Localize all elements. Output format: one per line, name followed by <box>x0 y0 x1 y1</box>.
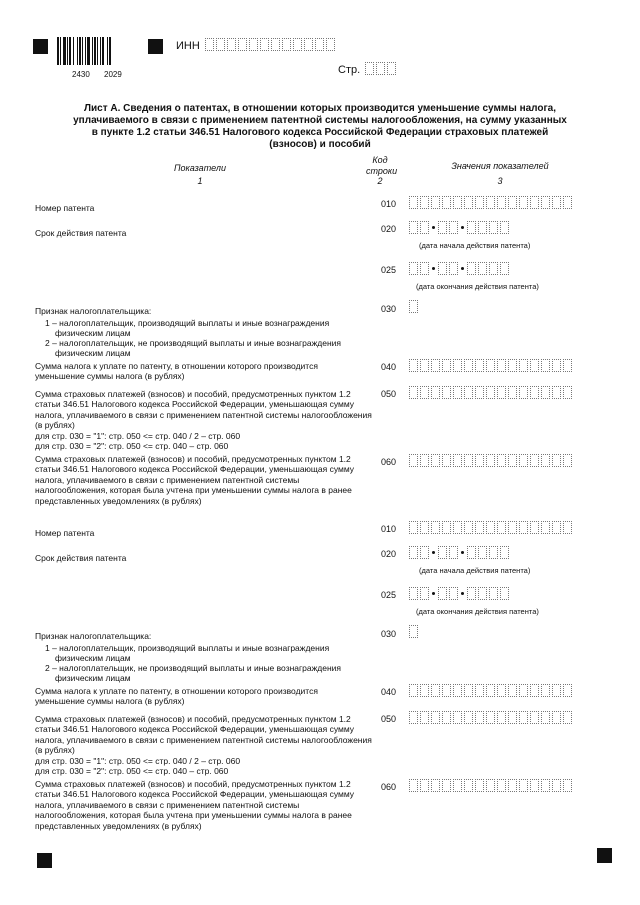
input-cell[interactable] <box>486 454 495 467</box>
insurance-rule-2: для стр. 030 = "2": стр. 050 <= стр. 040 – стр. 060 <box>35 441 229 451</box>
end-date-code: 025 <box>381 265 397 275</box>
input-cell[interactable] <box>431 779 440 792</box>
input-cell[interactable] <box>442 779 451 792</box>
insurance-amount-code: 050 <box>381 714 397 724</box>
start-date-caption: (дата начала действия патента) <box>419 566 531 575</box>
column-number-1: 1 <box>197 176 203 186</box>
sheet-title: Лист А. Сведения о патентах, в отношении которых производится уменьшение суммы налога, уплачиваемого в связи с применением патентной системы налогообложения, на сумму указанных в пункте 1.2 статьи 346.51 Налогового кодекса Российской Федерации страховых платежей (взносов) и пособий <box>73 103 567 150</box>
start-date-code: 020 <box>381 549 397 559</box>
input-cell[interactable] <box>409 196 418 209</box>
input-cell[interactable] <box>431 684 440 697</box>
input-cell[interactable] <box>449 221 458 234</box>
input-cell[interactable] <box>519 386 528 399</box>
input-cell[interactable] <box>541 386 550 399</box>
input-cell[interactable] <box>497 684 506 697</box>
previous-insurance-field[interactable] <box>409 454 572 467</box>
taxpayer-sign-label: Признак налогоплательщика: <box>35 631 152 641</box>
input-cell[interactable] <box>449 587 458 600</box>
input-cell[interactable] <box>497 359 506 372</box>
taxpayer-sign-field[interactable] <box>409 300 418 313</box>
input-cell[interactable] <box>519 684 528 697</box>
input-cell[interactable] <box>453 711 462 724</box>
insurance-amount-code: 050 <box>381 389 397 399</box>
input-cell[interactable] <box>563 359 572 372</box>
start-date-code: 020 <box>381 224 397 234</box>
input-cell[interactable] <box>508 521 517 534</box>
date-separator-dot <box>461 551 464 554</box>
input-cell[interactable] <box>563 779 572 792</box>
date-separator-dot <box>461 592 464 595</box>
previous-insurance-code: 060 <box>381 457 397 467</box>
input-cell[interactable] <box>260 38 269 51</box>
input-cell[interactable] <box>453 386 462 399</box>
input-cell[interactable] <box>304 38 313 51</box>
input-cell[interactable] <box>475 359 484 372</box>
input-cell[interactable] <box>475 711 484 724</box>
input-cell[interactable] <box>508 711 517 724</box>
input-cell[interactable] <box>563 386 572 399</box>
taxpayer-sign-option-2: 2 – налогоплательщик, не производящий выплаты и иные вознаграждения физическим лицам <box>45 663 341 684</box>
input-cell[interactable] <box>552 711 561 724</box>
input-cell[interactable] <box>464 359 473 372</box>
insurance-rule-1: для стр. 030 = "1": стр. 050 <= стр. 040 / 2 – стр. 060 <box>35 431 241 441</box>
input-cell[interactable] <box>497 711 506 724</box>
input-cell[interactable] <box>438 587 447 600</box>
input-cell[interactable] <box>420 711 429 724</box>
patent-number-code: 010 <box>381 199 397 209</box>
input-cell[interactable] <box>409 221 418 234</box>
input-cell[interactable] <box>238 38 247 51</box>
patent-number-code: 010 <box>381 524 397 534</box>
input-cell[interactable] <box>431 386 440 399</box>
column-number-3: 3 <box>497 176 503 186</box>
input-cell[interactable] <box>552 521 561 534</box>
input-cell[interactable] <box>541 454 550 467</box>
input-cell[interactable] <box>409 300 418 313</box>
validity-label: Срок действия патента <box>35 553 127 563</box>
input-cell[interactable] <box>486 386 495 399</box>
input-cell[interactable] <box>442 359 451 372</box>
input-cell[interactable] <box>205 38 214 51</box>
column-header-code: Код строки <box>366 155 398 176</box>
taxpayer-sign-option-2: 2 – налогоплательщик, не производящий выплаты и иные вознаграждения физическим лицам <box>45 338 341 359</box>
input-cell[interactable] <box>464 711 473 724</box>
input-cell[interactable] <box>438 262 447 275</box>
input-cell[interactable] <box>387 62 396 75</box>
barcode-number-left: 2430 <box>72 70 90 79</box>
input-cell[interactable] <box>467 546 476 559</box>
input-cell[interactable] <box>420 386 429 399</box>
taxpayer-sign-option-1: 1 – налогоплательщик, производящий выплаты и иные вознаграждения физическим лицам <box>45 318 330 339</box>
input-cell[interactable] <box>552 196 561 209</box>
input-cell[interactable] <box>519 521 528 534</box>
tax-amount-label: Сумма налога к уплате по патенту, в отношении которого производится уменьшение суммы налога (в рублях) <box>35 361 318 382</box>
input-cell[interactable] <box>508 779 517 792</box>
input-cell[interactable] <box>467 221 476 234</box>
insurance-rule-1: для стр. 030 = "1": стр. 050 <= стр. 040 / 2 – стр. 060 <box>35 756 241 766</box>
previous-insurance-label: Сумма страховых платежей (взносов) и пособий, предусмотренных пунктом 1.2 статьи 346.51 Налогового кодекса Российской Федерации, уменьшающая сумму налога, уплачиваемого в связи с применением патентной системы налогообложения, которая была учтена при уменьшении суммы налога в ранее представленных уведомлениях (в рублях) <box>35 779 355 831</box>
barcode-number-right: 2029 <box>104 70 122 79</box>
insurance-amount-label: Сумма страховых платежей (взносов) и пособий, предусмотренных пунктом 1.2 статьи 346.51 Налогового кодекса Российской Федерации, уменьшающая сумму налога, уплачиваемого в связи с применением патентной системы налогообложения (в рублях) <box>35 714 372 756</box>
input-cell[interactable] <box>486 359 495 372</box>
input-cell[interactable] <box>497 386 506 399</box>
input-cell[interactable] <box>464 454 473 467</box>
input-cell[interactable] <box>420 546 429 559</box>
input-cell[interactable] <box>420 262 429 275</box>
input-cell[interactable] <box>489 587 498 600</box>
registration-marker-bottom-right <box>597 848 612 863</box>
input-cell[interactable] <box>552 779 561 792</box>
input-cell[interactable] <box>541 711 550 724</box>
input-cell[interactable] <box>519 779 528 792</box>
input-cell[interactable] <box>420 521 429 534</box>
input-cell[interactable] <box>541 359 550 372</box>
input-cell[interactable] <box>227 38 236 51</box>
taxpayer-sign-code: 030 <box>381 629 397 639</box>
input-cell[interactable] <box>489 546 498 559</box>
input-cell[interactable] <box>530 521 539 534</box>
tax-amount-code: 040 <box>381 687 397 697</box>
input-cell[interactable] <box>453 684 462 697</box>
input-cell[interactable] <box>530 196 539 209</box>
previous-insurance-field[interactable] <box>409 779 572 792</box>
input-cell[interactable] <box>486 711 495 724</box>
insurance-rule-2: для стр. 030 = "2": стр. 050 <= стр. 040 – стр. 060 <box>35 766 229 776</box>
end-date-field[interactable] <box>409 262 509 275</box>
insurance-amount-field[interactable] <box>409 711 572 724</box>
input-cell[interactable] <box>508 386 517 399</box>
input-cell[interactable] <box>486 684 495 697</box>
input-cell[interactable] <box>409 359 418 372</box>
input-cell[interactable] <box>464 196 473 209</box>
input-cell[interactable] <box>530 779 539 792</box>
taxpayer-sign-code: 030 <box>381 304 397 314</box>
taxpayer-sign-option-1: 1 – налогоплательщик, производящий выплаты и иные вознаграждения физическим лицам <box>45 643 330 664</box>
input-cell[interactable] <box>519 359 528 372</box>
input-cell[interactable] <box>409 625 418 638</box>
input-cell[interactable] <box>530 711 539 724</box>
registration-marker-bottom-left <box>37 853 52 868</box>
input-cell[interactable] <box>420 359 429 372</box>
end-date-caption: (дата окончания действия патента) <box>416 607 539 616</box>
input-cell[interactable] <box>563 196 572 209</box>
input-cell[interactable] <box>478 587 487 600</box>
previous-insurance-label: Сумма страховых платежей (взносов) и пособий, предусмотренных пунктом 1.2 статьи 346.51 Налогового кодекса Российской Федерации, уменьшающая сумму налога, уплачиваемого в связи с применением патентной системы налогообложения, которая была учтена при уменьшении суммы налога в ранее представленных уведомлениях (в рублях) <box>35 454 355 506</box>
input-cell[interactable] <box>249 38 258 51</box>
input-cell[interactable] <box>475 386 484 399</box>
input-cell[interactable] <box>563 521 572 534</box>
inn-label: ИНН <box>176 40 200 52</box>
input-cell[interactable] <box>519 454 528 467</box>
column-header-indicators: Показатели <box>174 163 226 173</box>
input-cell[interactable] <box>431 711 440 724</box>
input-cell[interactable] <box>409 779 418 792</box>
insurance-amount-label: Сумма страховых платежей (взносов) и пособий, предусмотренных пунктом 1.2 статьи 346.51 Налогового кодекса Российской Федерации, уменьшающая сумму налога, уплачиваемого в связи с применением патентной системы налогообложения (в рублях) <box>35 389 372 431</box>
date-separator-dot <box>432 551 435 554</box>
input-cell[interactable] <box>541 684 550 697</box>
input-cell[interactable] <box>563 684 572 697</box>
input-cell[interactable] <box>475 521 484 534</box>
input-cell[interactable] <box>519 711 528 724</box>
input-cell[interactable] <box>420 684 429 697</box>
input-cell[interactable] <box>431 454 440 467</box>
input-cell[interactable] <box>449 546 458 559</box>
input-cell[interactable] <box>442 386 451 399</box>
input-cell[interactable] <box>475 684 484 697</box>
input-cell[interactable] <box>508 684 517 697</box>
input-cell[interactable] <box>442 196 451 209</box>
input-cell[interactable] <box>552 454 561 467</box>
input-cell[interactable] <box>438 546 447 559</box>
input-cell[interactable] <box>282 38 291 51</box>
input-cell[interactable] <box>489 262 498 275</box>
registration-marker-top-left <box>33 39 48 54</box>
input-cell[interactable] <box>530 386 539 399</box>
input-cell[interactable] <box>464 779 473 792</box>
date-separator-dot <box>432 592 435 595</box>
input-cell[interactable] <box>500 262 509 275</box>
input-cell[interactable] <box>438 221 447 234</box>
registration-marker-top-middle <box>148 39 163 54</box>
input-cell[interactable] <box>409 587 418 600</box>
tax-amount-field[interactable] <box>409 684 572 697</box>
input-cell[interactable] <box>541 779 550 792</box>
input-cell[interactable] <box>431 196 440 209</box>
input-cell[interactable] <box>519 196 528 209</box>
start-date-field[interactable] <box>409 546 509 559</box>
input-cell[interactable] <box>552 359 561 372</box>
input-cell[interactable] <box>552 386 561 399</box>
patent-number-label: Номер патента <box>35 528 95 538</box>
column-number-2: 2 <box>377 176 383 186</box>
input-cell[interactable] <box>467 587 476 600</box>
input-cell[interactable] <box>453 196 462 209</box>
input-cell[interactable] <box>453 521 462 534</box>
input-cell[interactable] <box>475 454 484 467</box>
start-date-caption: (дата начала действия патента) <box>419 241 531 250</box>
patent-number-field[interactable] <box>409 521 572 534</box>
input-cell[interactable] <box>497 454 506 467</box>
date-separator-dot <box>461 267 464 270</box>
input-cell[interactable] <box>500 587 509 600</box>
insurance-amount-field[interactable] <box>409 386 572 399</box>
input-cell[interactable] <box>497 521 506 534</box>
input-cell[interactable] <box>216 38 225 51</box>
input-cell[interactable] <box>489 221 498 234</box>
input-cell[interactable] <box>453 779 462 792</box>
tax-amount-code: 040 <box>381 362 397 372</box>
input-cell[interactable] <box>420 454 429 467</box>
date-separator-dot <box>432 226 435 229</box>
page-number-field[interactable] <box>365 62 396 75</box>
inn-field[interactable] <box>205 38 335 51</box>
start-date-field[interactable] <box>409 221 509 234</box>
tax-amount-field[interactable] <box>409 359 572 372</box>
input-cell[interactable] <box>409 684 418 697</box>
input-cell[interactable] <box>478 262 487 275</box>
input-cell[interactable] <box>508 359 517 372</box>
input-cell[interactable] <box>293 38 302 51</box>
input-cell[interactable] <box>530 454 539 467</box>
input-cell[interactable] <box>508 454 517 467</box>
input-cell[interactable] <box>420 221 429 234</box>
input-cell[interactable] <box>420 196 429 209</box>
input-cell[interactable] <box>431 359 440 372</box>
input-cell[interactable] <box>500 546 509 559</box>
input-cell[interactable] <box>541 521 550 534</box>
input-cell[interactable] <box>453 454 462 467</box>
input-cell[interactable] <box>442 711 451 724</box>
input-cell[interactable] <box>563 454 572 467</box>
input-cell[interactable] <box>530 359 539 372</box>
input-cell[interactable] <box>500 221 509 234</box>
barcode <box>57 37 137 65</box>
input-cell[interactable] <box>508 196 517 209</box>
input-cell[interactable] <box>475 779 484 792</box>
taxpayer-sign-label: Признак налогоплательщика: <box>35 306 152 316</box>
end-date-caption: (дата окончания действия патента) <box>416 282 539 291</box>
tax-amount-label: Сумма налога к уплате по патенту, в отношении которого производится уменьшение суммы налога (в рублях) <box>35 686 318 707</box>
input-cell[interactable] <box>409 521 418 534</box>
input-cell[interactable] <box>365 62 374 75</box>
validity-label: Срок действия патента <box>35 228 127 238</box>
input-cell[interactable] <box>497 779 506 792</box>
input-cell[interactable] <box>453 359 462 372</box>
input-cell[interactable] <box>315 38 324 51</box>
input-cell[interactable] <box>464 521 473 534</box>
input-cell[interactable] <box>541 196 550 209</box>
input-cell[interactable] <box>478 221 487 234</box>
input-cell[interactable] <box>442 684 451 697</box>
input-cell[interactable] <box>552 684 561 697</box>
input-cell[interactable] <box>409 546 418 559</box>
input-cell[interactable] <box>409 262 418 275</box>
input-cell[interactable] <box>420 779 429 792</box>
input-cell[interactable] <box>442 521 451 534</box>
end-date-field[interactable] <box>409 587 509 600</box>
input-cell[interactable] <box>464 386 473 399</box>
page-label: Стр. <box>338 64 361 76</box>
previous-insurance-code: 060 <box>381 782 397 792</box>
input-cell[interactable] <box>271 38 280 51</box>
input-cell[interactable] <box>420 587 429 600</box>
input-cell[interactable] <box>486 779 495 792</box>
input-cell[interactable] <box>326 38 335 51</box>
input-cell[interactable] <box>486 521 495 534</box>
input-cell[interactable] <box>409 711 418 724</box>
input-cell[interactable] <box>467 262 476 275</box>
input-cell[interactable] <box>486 196 495 209</box>
input-cell[interactable] <box>376 62 385 75</box>
input-cell[interactable] <box>475 196 484 209</box>
input-cell[interactable] <box>449 262 458 275</box>
date-separator-dot <box>432 267 435 270</box>
input-cell[interactable] <box>563 711 572 724</box>
input-cell[interactable] <box>497 196 506 209</box>
taxpayer-sign-field[interactable] <box>409 625 418 638</box>
input-cell[interactable] <box>409 386 418 399</box>
input-cell[interactable] <box>442 454 451 467</box>
column-header-values: Значения показателей <box>451 161 549 171</box>
input-cell[interactable] <box>464 684 473 697</box>
input-cell[interactable] <box>478 546 487 559</box>
patent-number-field[interactable] <box>409 196 572 209</box>
input-cell[interactable] <box>530 684 539 697</box>
date-separator-dot <box>461 226 464 229</box>
end-date-code: 025 <box>381 590 397 600</box>
input-cell[interactable] <box>409 454 418 467</box>
patent-number-label: Номер патента <box>35 203 95 213</box>
input-cell[interactable] <box>431 521 440 534</box>
